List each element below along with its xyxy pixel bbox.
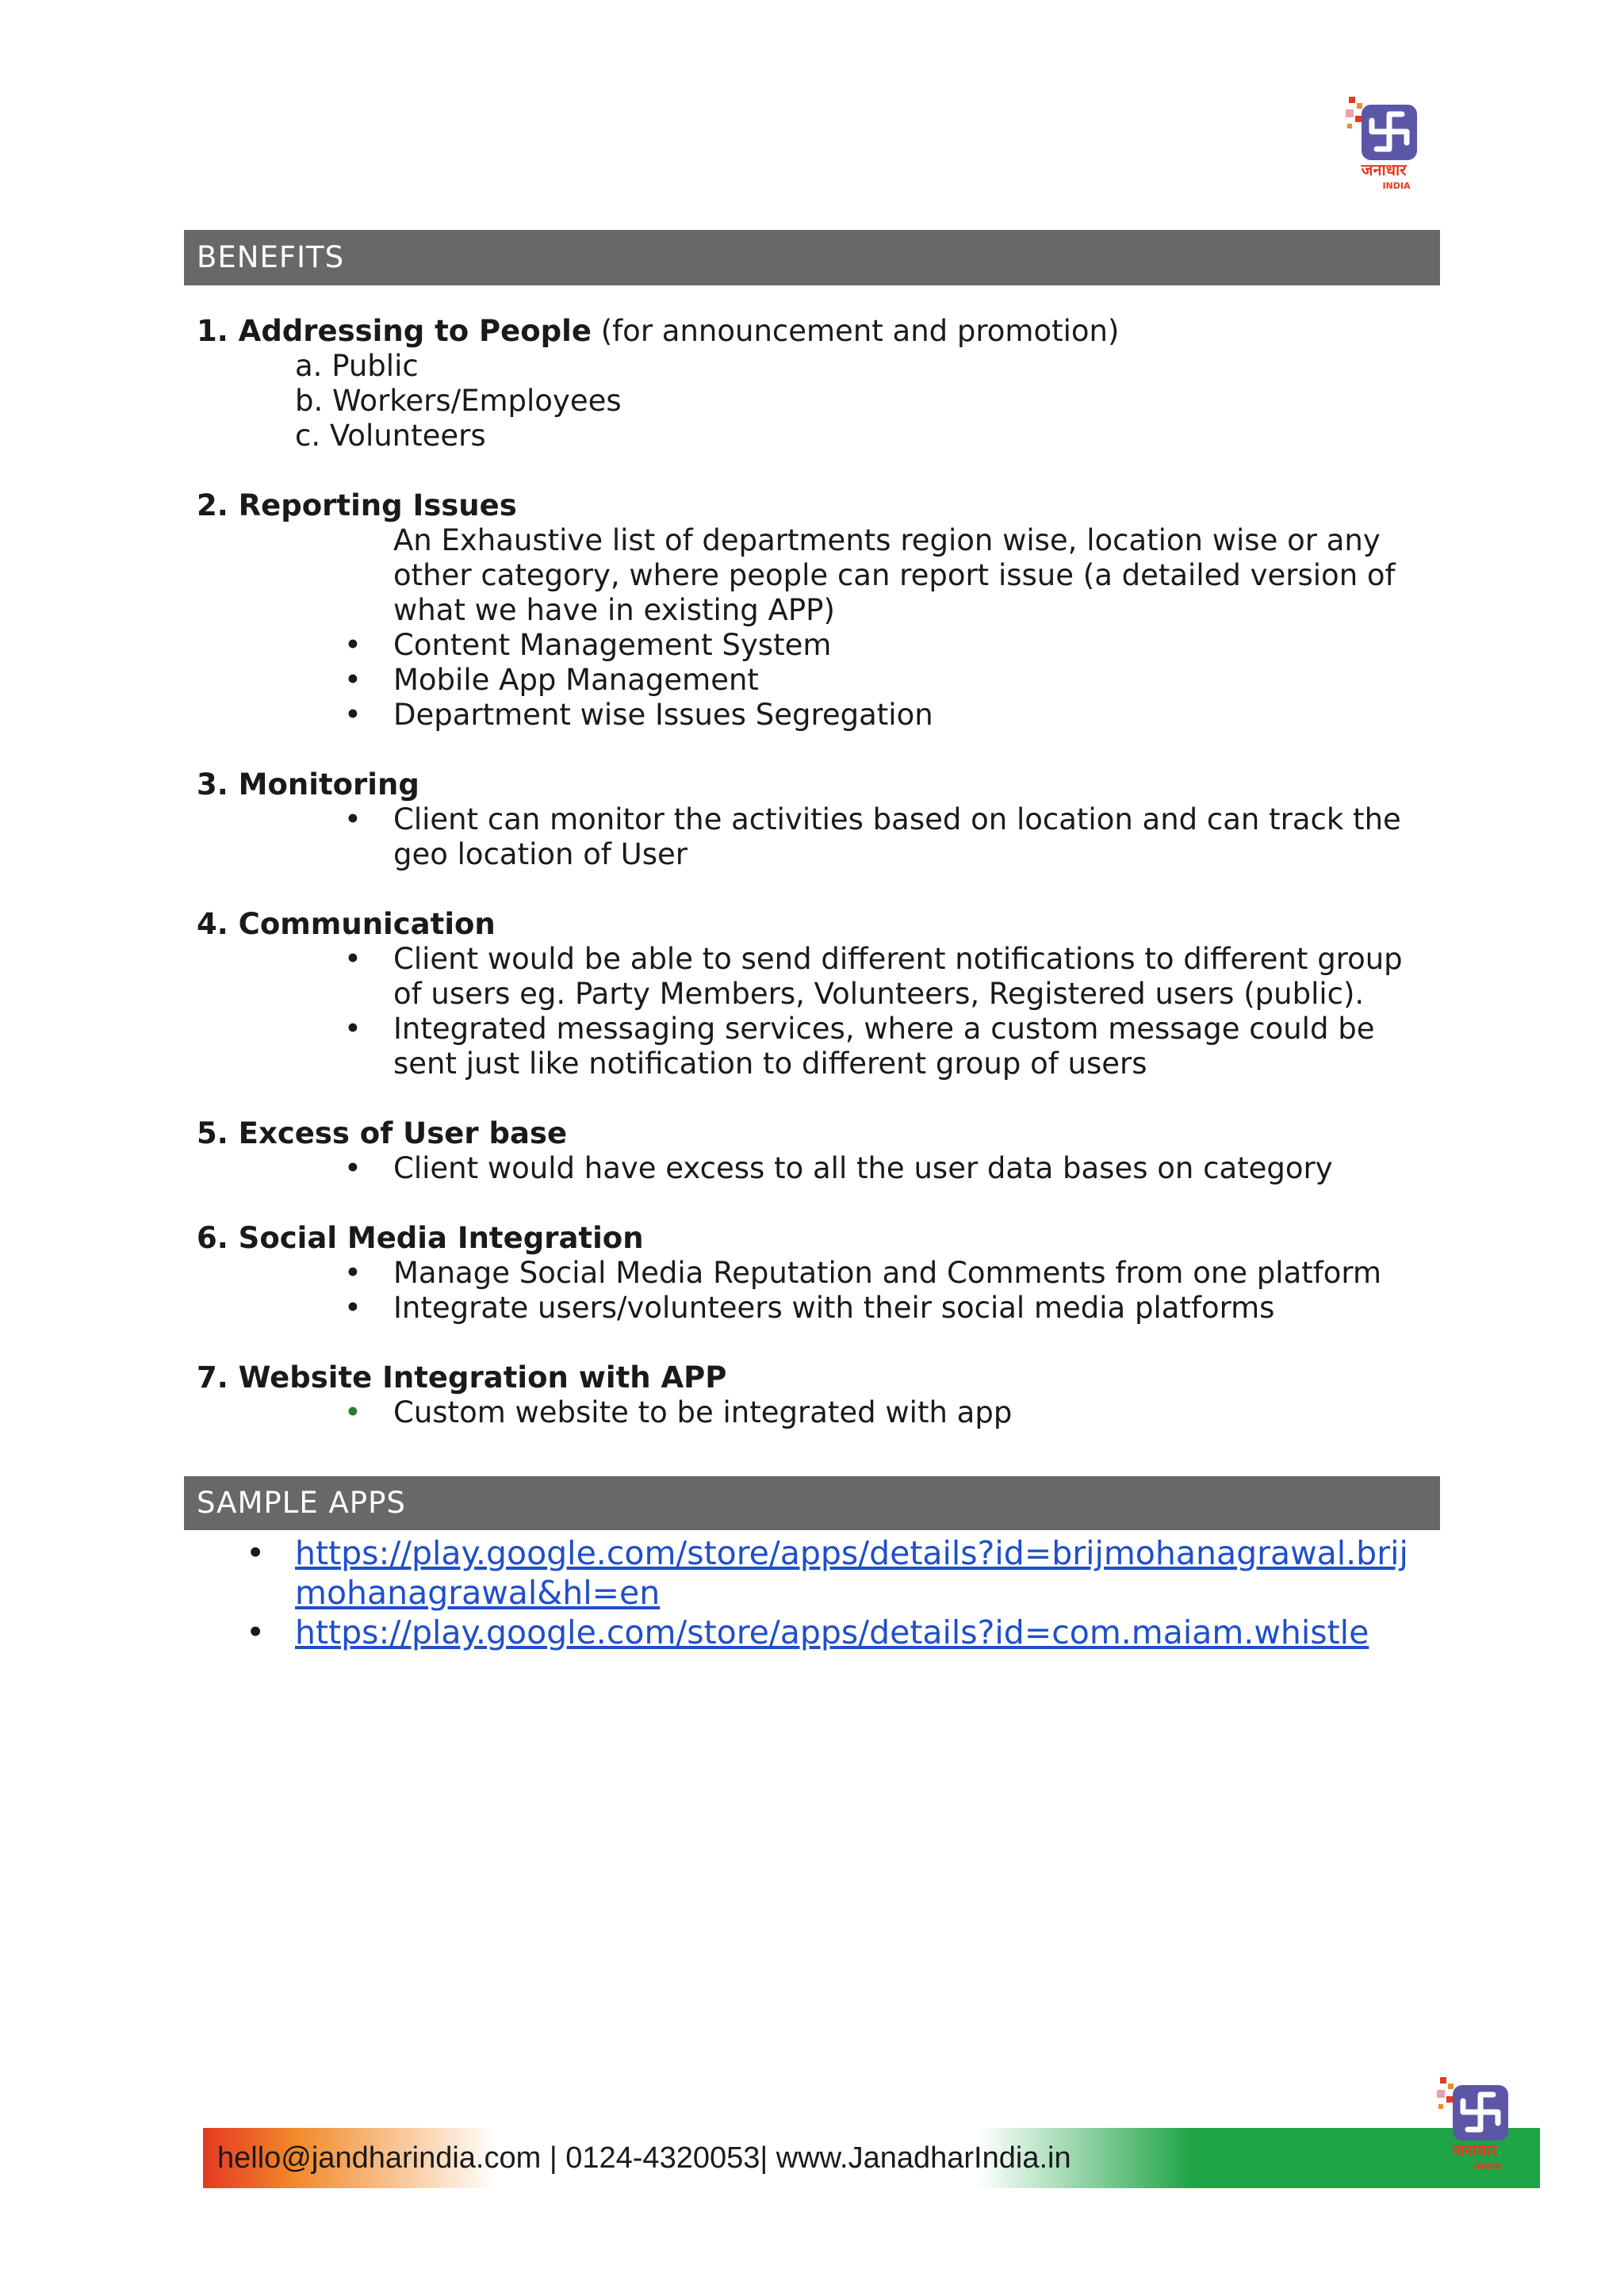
benefit-item — [197, 1360, 1434, 1430]
sample-apps-list — [246, 1533, 1435, 1652]
benefit-item — [197, 314, 1434, 453]
svg-text:INDIA: INDIA — [1473, 2161, 1502, 2172]
svg-text:जनाधार: जनाधार — [1452, 2141, 1498, 2160]
sublist-item: a. Public — [295, 349, 419, 383]
sublist-item: b. Workers/Employees — [295, 384, 622, 418]
bullet-list — [197, 628, 1434, 733]
benefit-title: 3. Monitoring — [197, 767, 419, 802]
svg-text:जनाधार: जनाधार — [1361, 160, 1407, 179]
janadhar-logo-icon — [1344, 95, 1423, 192]
bullet-item: • Mobile App Management — [197, 663, 1434, 698]
bullet-item: • Integrate users/volunteers with their social media platforms — [197, 1291, 1434, 1326]
benefit-item — [197, 907, 1434, 1081]
benefit-item — [197, 1116, 1434, 1186]
benefit-title: 1. Addressing to People — [197, 314, 592, 348]
footer-edge — [1513, 2128, 1540, 2188]
janadhar-logo-footer-icon — [1435, 2076, 1515, 2172]
benefit-item — [197, 1221, 1434, 1326]
footer-bar — [203, 2128, 1540, 2188]
bullet-item: • Client would be able to send different notifications to different group of users eg. Party Members, Volunteers, Registered users (public). — [197, 942, 1434, 1012]
bullet-list — [197, 802, 1434, 872]
sample-app-link[interactable]: https://play.google.com/store/apps/details?id=com.maiam.whistle — [295, 1613, 1369, 1651]
sublist-item: c. Volunteers — [295, 419, 486, 453]
footer-contact: hello@jandharindia.com | 0124-4320053| www.JanadharIndia.in — [217, 2141, 1071, 2175]
sample-app-item — [246, 1533, 1435, 1613]
benefit-title: 7. Website Integration with APP — [197, 1360, 727, 1395]
bullet-list — [197, 942, 1434, 1081]
sample-app-link[interactable]: https://play.google.com/store/apps/details?id=brijmohanagrawal.brijmohanagrawal&hl=en — [295, 1534, 1408, 1612]
svg-text:INDIA: INDIA — [1382, 181, 1411, 191]
janadhar-logo — [1344, 95, 1423, 192]
bullet-item: • Content Management System — [197, 628, 1434, 663]
janadhar-logo-footer — [1435, 2076, 1515, 2172]
bullet-list — [197, 1151, 1434, 1186]
bullet-item: • Department wise Issues Segregation — [197, 698, 1434, 733]
benefit-title: 5. Excess of User base — [197, 1116, 568, 1150]
benefit-title: 6. Social Media Integration — [197, 1221, 644, 1255]
benefit-note: (for announcement and promotion) — [600, 314, 1120, 348]
bullet-item: • Client would have excess to all the user data bases on category — [197, 1151, 1434, 1186]
benefit-item — [197, 767, 1434, 872]
benefit-title: 2. Reporting Issues — [197, 488, 517, 522]
bullet-item: • Manage Social Media Reputation and Comments from one platform — [197, 1256, 1434, 1291]
bullet-item: • Custom website to be integrated with app — [197, 1395, 1434, 1430]
benefit-paragraph: An Exhaustive list of departments region wise, location wise or any other category, where people can report issue (a detailed version of what we have in existing APP) — [393, 523, 1396, 627]
sample-app-item — [246, 1613, 1435, 1652]
bullet-list — [197, 1256, 1434, 1326]
bullet-list — [197, 1395, 1434, 1430]
benefits-header: BENEFITS — [184, 230, 1440, 285]
bullet-item: • Integrated messaging services, where a custom message could be sent just like notification to different group of users — [197, 1012, 1434, 1081]
sample-apps-header: SAMPLE APPS — [184, 1476, 1440, 1530]
bullet-item: • Client can monitor the activities based on location and can track the geo location of User — [197, 802, 1434, 872]
benefits-content — [197, 314, 1434, 1465]
benefit-item — [197, 488, 1434, 733]
benefit-title: 4. Communication — [197, 907, 496, 941]
sublist — [197, 349, 1434, 453]
